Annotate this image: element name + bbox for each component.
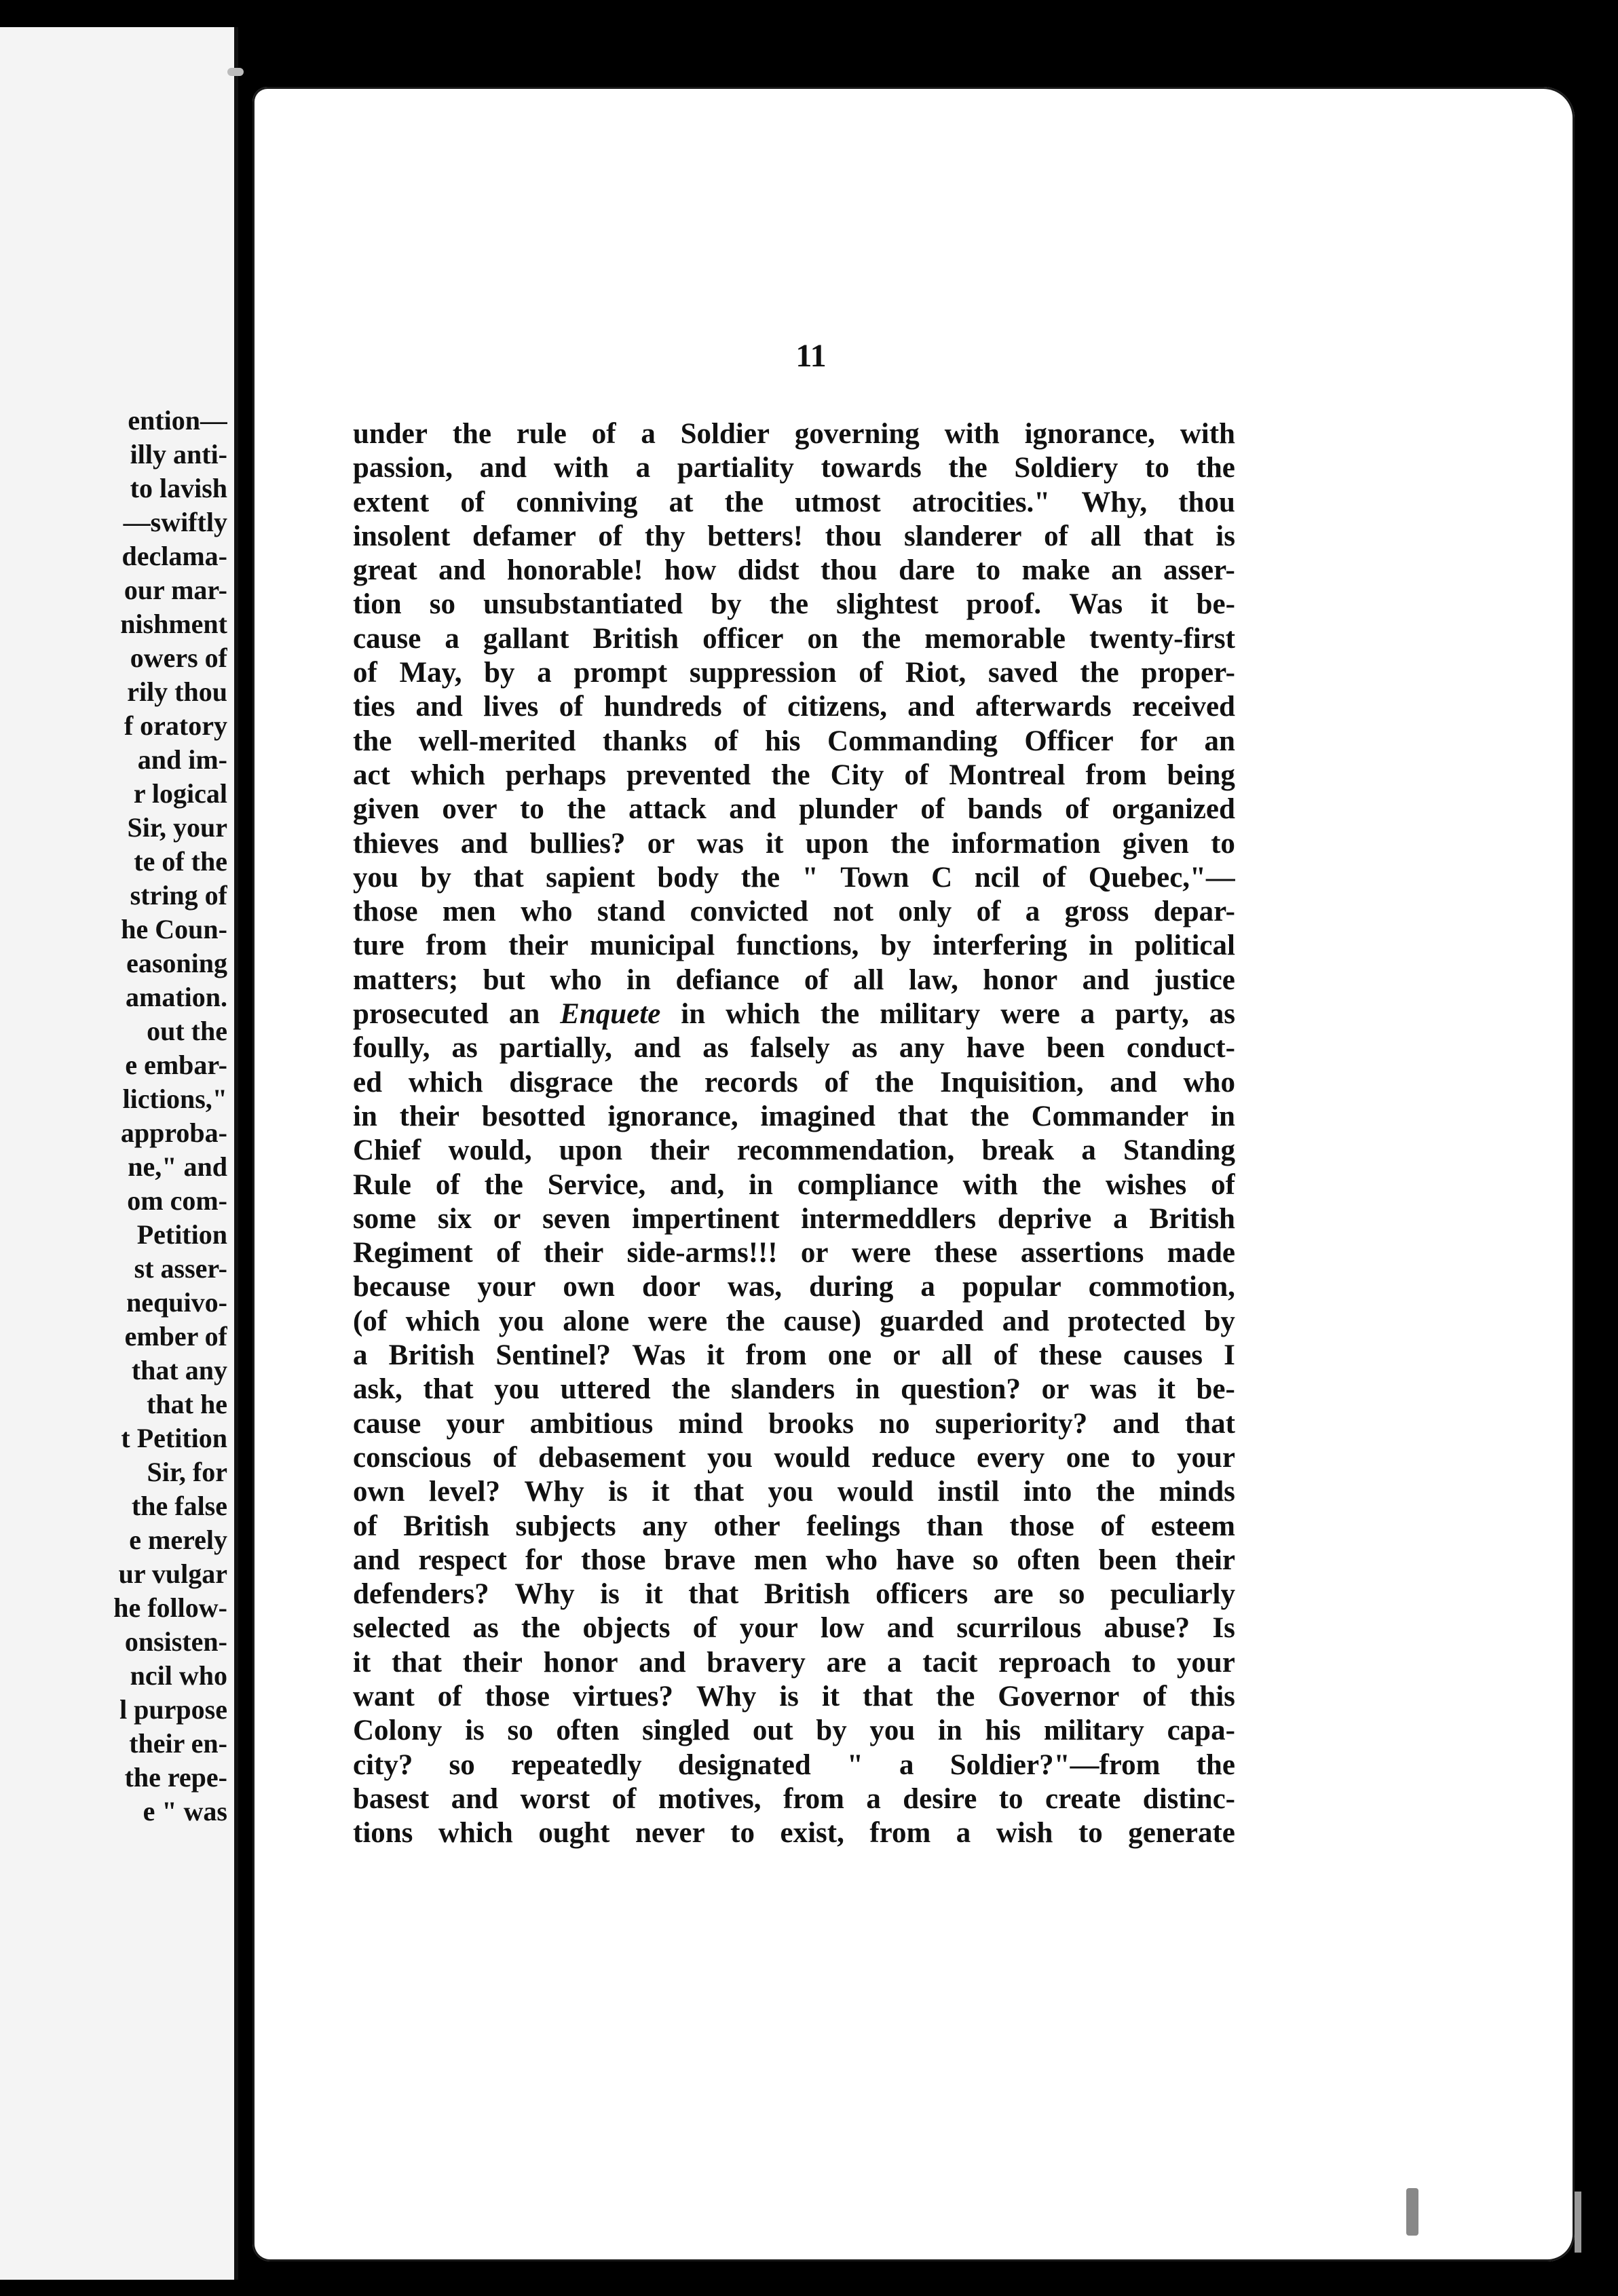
text-line: some six or seven impertinent intermeddlers deprive a British <box>353 1202 1235 1235</box>
facing-text-line: lictions," <box>122 1084 227 1114</box>
text-line: tion so unsubstantiated by the slightest proof. Was it be- <box>353 588 1235 621</box>
text-line: insolent defamer of thy betters! thou slanderer of all that is <box>353 520 1235 552</box>
facing-text-line: ember of <box>124 1321 227 1352</box>
text-line: defenders? Why is it that British officers are so peculiarly <box>353 1578 1235 1611</box>
text-line: city? so repeatedly designated " a Soldier?"—from the <box>353 1748 1235 1781</box>
facing-text-line: f oratory <box>124 710 227 741</box>
facing-text-line: e merely <box>129 1525 227 1555</box>
text-line: selected as the objects of your low and scurrilous abuse? Is <box>353 1612 1235 1645</box>
facing-text-line: Sir, your <box>127 812 227 843</box>
facing-text-line: their en- <box>129 1728 227 1759</box>
scan-artifact <box>227 68 244 76</box>
facing-text-line: e embar- <box>125 1050 227 1080</box>
facing-text-line: that he <box>147 1389 227 1419</box>
text-line: ture from their municipal functions, by interfering in political <box>353 930 1235 962</box>
facing-text-line: the false <box>131 1491 227 1521</box>
facing-page-fragment <box>0 27 238 2280</box>
text-line: given over to the attack and plunder of bands of organized <box>353 793 1235 826</box>
facing-text-line: ention— <box>128 405 227 436</box>
text-line: great and honorable! how didst thou dare to make an asser- <box>353 554 1235 587</box>
facing-text-line: he Coun- <box>121 914 227 944</box>
text-line: of May, by a prompt suppression of Riot, saved the proper- <box>353 657 1235 689</box>
text-line: it that their honor and bravery are a tacit reproach to your <box>353 1646 1235 1679</box>
facing-text-line: —swiftly <box>123 507 227 537</box>
text-line: extent of conniving at the utmost atrocities." Why, thou <box>353 486 1235 518</box>
text-line: ties and lives of hundreds of citizens, and afterwards received <box>353 691 1235 723</box>
facing-text-line: nequivo- <box>126 1287 227 1318</box>
text-line: cause your ambitious mind brooks no superiority? and that <box>353 1407 1235 1440</box>
facing-text-line: st asser- <box>134 1253 227 1284</box>
facing-text-line: that any <box>131 1355 227 1385</box>
facing-text-line: om com- <box>127 1185 227 1216</box>
text-line: Rule of the Service, and, in compliance with the wishes of <box>353 1168 1235 1201</box>
text-line: tions which ought never to exist, from a wish to generate <box>353 1817 1235 1850</box>
text-line: in their besotted ignorance, imagined that the Commander in <box>353 1100 1235 1132</box>
text-line: conscious of debasement you would reduce every one to your <box>353 1441 1235 1474</box>
facing-text-line: out the <box>147 1016 227 1046</box>
text-line: Chief would, upon their recommendation, break a Standing <box>353 1134 1235 1167</box>
text-line: Colony is so often singled out by you in his military capa- <box>353 1715 1235 1747</box>
facing-text-line: l purpose <box>119 1694 227 1725</box>
text-line: act which perhaps prevented the City of Montreal from being <box>353 759 1235 791</box>
facing-page-text <box>0 404 227 1829</box>
text-line: prosecuted an Enquete in which the military were a party, as <box>353 998 1235 1031</box>
text-line: passion, and with a partiality towards the Soldiery to the <box>353 452 1235 484</box>
facing-text-line: approba- <box>120 1117 227 1148</box>
text-line: thieves and bullies? or was it upon the information given to <box>353 827 1235 860</box>
facing-text-line: and im- <box>137 744 227 775</box>
facing-text-line: Sir, for <box>147 1457 227 1487</box>
facing-text-line: easoning <box>126 948 227 978</box>
text-line: ask, that you uttered the slanders in question? or was it be- <box>353 1373 1235 1406</box>
facing-text-line: owers of <box>130 643 227 673</box>
text-line: because your own door was, during a popular commotion, <box>353 1271 1235 1303</box>
facing-text-line: he follow- <box>113 1592 227 1623</box>
text-line: foully, as partially, and as falsely as any have been conduct- <box>353 1032 1235 1065</box>
page-number: 11 <box>795 338 827 374</box>
text-line: own level? Why is it that you would instil into the minds <box>353 1476 1235 1508</box>
facing-text-line: declama- <box>121 541 227 571</box>
facing-text-line: e " was <box>143 1796 227 1826</box>
facing-text-line: r logical <box>133 778 227 809</box>
facing-text-line: nishment <box>120 609 227 639</box>
facing-text-line: t Petition <box>121 1423 227 1453</box>
text-line: (of which you alone were the cause) guarded and protected by <box>353 1305 1235 1337</box>
facing-text-line: rily thou <box>127 676 227 707</box>
text-line: cause a gallant British officer on the memorable twenty-first <box>353 622 1235 655</box>
facing-text-line: to lavish <box>130 473 227 503</box>
text-line: the well-merited thanks of his Commanding Officer for an <box>353 725 1235 757</box>
text-line: of British subjects any other feelings than those of esteem <box>353 1510 1235 1542</box>
text-line: under the rule of a Soldier governing with ignorance, with <box>353 418 1235 450</box>
facing-text-line: our mar- <box>124 575 227 605</box>
text-line: and respect for those brave men who have so often been their <box>353 1544 1235 1576</box>
facing-text-line: ncil who <box>130 1660 227 1691</box>
text-line: a British Sentinel? Was it from one or all of these causes I <box>353 1339 1235 1372</box>
facing-text-line: te of the <box>134 846 227 877</box>
text-line: ed which disgrace the records of the Inquisition, and who <box>353 1066 1235 1098</box>
facing-text-line: Petition <box>136 1219 227 1250</box>
text-line: matters; but who in defiance of all law, honor and justice <box>353 963 1235 996</box>
facing-text-line: onsisten- <box>124 1626 227 1657</box>
text-line: those men who stand convicted not only of a gross depar- <box>353 896 1235 928</box>
scan-artifact <box>1406 2188 1418 2236</box>
scan-artifact <box>1575 2192 1581 2253</box>
page-body-text <box>353 417 1235 1850</box>
text-line: basest and worst of motives, from a desire to create distinc- <box>353 1782 1235 1815</box>
text-line: Regiment of their side-arms!!! or were these assertions made <box>353 1237 1235 1269</box>
facing-text-line: amation. <box>126 982 227 1012</box>
facing-text-line: the repe- <box>124 1762 227 1793</box>
facing-text-line: ur vulgar <box>118 1558 227 1589</box>
text-line: want of those virtues? Why is it that the Governor of this <box>353 1680 1235 1713</box>
facing-text-line: string of <box>130 880 227 911</box>
text-line: you by that sapient body the " Town C ncil of Quebec,"— <box>353 861 1235 894</box>
facing-text-line: illy anti- <box>130 439 227 470</box>
facing-text-line: ne," and <box>128 1151 227 1182</box>
